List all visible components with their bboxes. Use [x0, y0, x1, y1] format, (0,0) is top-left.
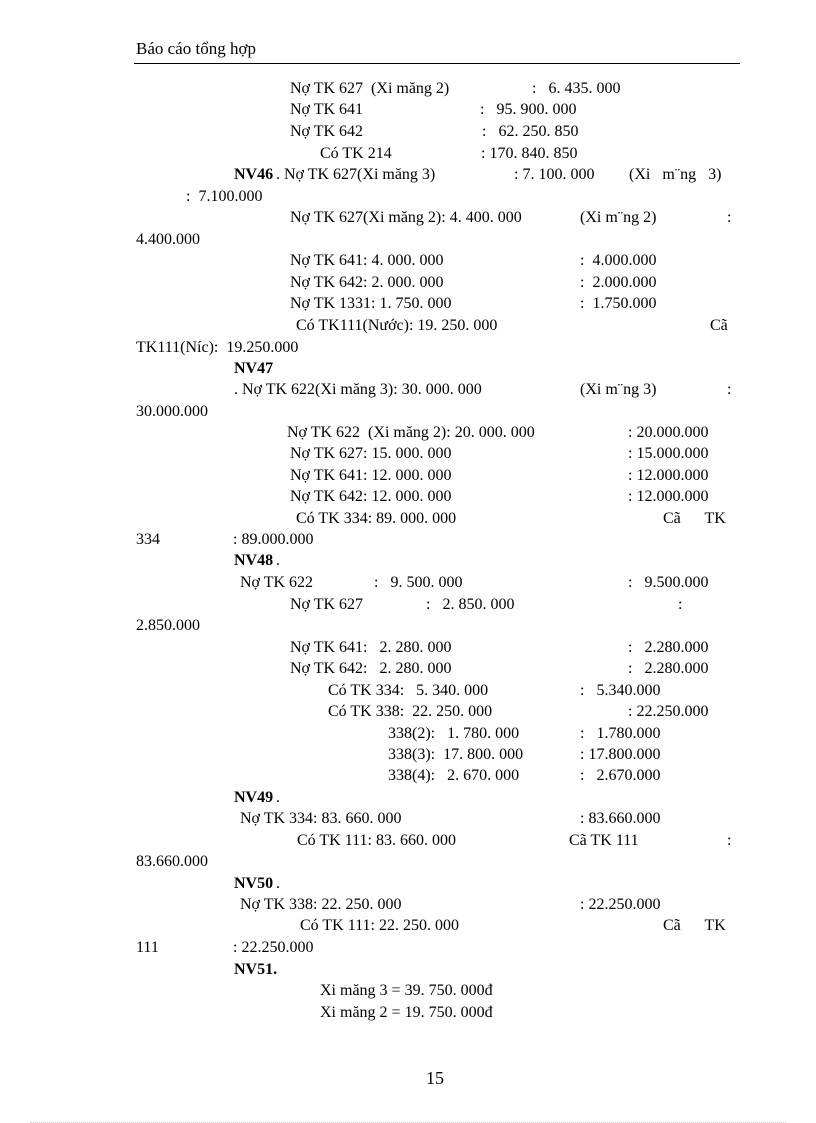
text-line: : 89.000.000 — [233, 531, 314, 548]
text-line: Nợ TK 641: 4. 000. 000 — [290, 252, 444, 269]
text-line: : — [678, 596, 683, 613]
text-line: Xi măng 3 = 39. 750. 000đ — [320, 982, 493, 999]
text-line: Nợ TK 642: 2. 000. 000 — [290, 274, 444, 291]
text-line: . Nợ TK 622(Xi măng 3): 30. 000. 000 — [234, 381, 482, 398]
page-header-title: Báo cáo tổng hợp — [136, 39, 256, 58]
text-line: : 1.780.000 — [580, 725, 661, 742]
text-line: Nợ TK 641: 2. 280. 000 — [290, 639, 452, 656]
text-line: : 2.280.000 — [628, 660, 709, 677]
text-line: Nợ TK 642 — [290, 123, 364, 140]
text-line: 30.000.000 — [136, 403, 208, 420]
text-line: Nợ TK 1331: 1. 750. 000 — [290, 295, 452, 312]
section-heading: NV51. — [234, 961, 278, 978]
text-line: Cã — [710, 317, 728, 334]
text-line: Có TK 111: 22. 250. 000 — [300, 917, 459, 934]
text-line: Nợ TK 338: 22. 250. 000 — [240, 896, 402, 913]
text-line: : 22.250.000 — [628, 703, 709, 720]
text-line: : 7. 100. 000 — [514, 166, 595, 183]
text-line: : 83.660.000 — [580, 810, 661, 827]
text-line: : 2.670.000 — [580, 767, 661, 784]
text-line: 338(2): 1. 780. 000 — [388, 725, 520, 742]
text-line: 338(3): 17. 800. 000 — [388, 746, 524, 763]
text-line: Nợ TK 622 — [240, 574, 314, 591]
text-line: Nợ TK 622 (Xi măng 2): 20. 000. 000 — [287, 424, 535, 441]
text-line: (Xi m¨ng 3) — [629, 166, 722, 183]
text-line: 4.400.000 — [136, 231, 200, 248]
text-line: Cã TK — [663, 510, 726, 527]
text-line: Có TK 111: 83. 660. 000 — [297, 832, 456, 849]
text-line: : 62. 250. 850 — [482, 123, 579, 140]
text-line: Nợ TK 641: 12. 000. 000 — [290, 467, 452, 484]
page-number: 15 — [426, 1068, 444, 1088]
text-line: Nợ TK 642: 12. 000. 000 — [290, 488, 452, 505]
section-heading: NV47 — [234, 360, 274, 377]
text-line: : 15.000.000 — [628, 445, 709, 462]
header-divider — [134, 63, 740, 64]
text-line: Nợ TK 334: 83. 660. 000 — [240, 810, 402, 827]
text-line: . — [276, 789, 280, 806]
text-line: (Xi m¨ng 2) — [580, 209, 657, 226]
text-line: Nợ TK 642: 2. 280. 000 — [290, 660, 452, 677]
text-line: : 9. 500. 000 — [374, 574, 463, 591]
text-line: : 2.280.000 — [628, 639, 709, 656]
text-line: 334 — [136, 531, 160, 548]
text-line: : 12.000.000 — [628, 488, 709, 505]
text-line: : — [727, 209, 732, 226]
text-line: Nợ TK 627: 15. 000. 000 — [290, 445, 452, 462]
text-line: 111 — [136, 939, 159, 956]
text-line: : 1.750.000 — [580, 295, 657, 312]
text-line: : 12.000.000 — [628, 467, 709, 484]
text-line: Có TK111(Nước): 19. 250. 000 — [296, 317, 498, 334]
text-line: Nợ TK 627 — [290, 596, 364, 613]
text-line: TK111(Níc): 19.250.000 — [136, 339, 299, 356]
text-line: Cã TK 111 — [569, 832, 639, 849]
text-line: . — [276, 552, 280, 569]
section-heading: NV49 — [234, 789, 274, 806]
text-line: : 17.800.000 — [580, 746, 661, 763]
text-line: : 9.500.000 — [628, 574, 709, 591]
text-line: Nợ TK 641 — [290, 101, 364, 118]
text-line: : 22.250.000 — [233, 939, 314, 956]
text-line: Có TK 334: 89. 000. 000 — [296, 510, 457, 527]
text-line: Xi măng 2 = 19. 750. 000đ — [320, 1004, 493, 1021]
text-line: : 2. 850. 000 — [426, 596, 515, 613]
text-line: : 22.250.000 — [580, 896, 661, 913]
text-line: (Xi m¨ng 3) — [580, 381, 657, 398]
text-line: 83.660.000 — [136, 853, 208, 870]
text-line: Có TK 338: 22. 250. 000 — [328, 703, 493, 720]
text-line: Nợ TK 627(Xi măng 2): 4. 400. 000 — [290, 209, 522, 226]
text-line: Có TK 334: 5. 340. 000 — [328, 682, 489, 699]
text-line: : 20.000.000 — [628, 424, 709, 441]
section-heading: NV48 — [234, 552, 274, 569]
text-line: : 4.000.000 — [580, 252, 657, 269]
text-line: : — [727, 381, 732, 398]
section-heading: NV46 — [234, 166, 274, 183]
text-line: : 7.100.000 — [186, 188, 263, 205]
text-line: : 6. 435. 000 — [532, 80, 621, 97]
text-line: Có TK 214 — [320, 145, 392, 162]
text-line: . Nợ TK 627(Xi măng 3) — [276, 166, 436, 183]
text-line: Cã TK — [663, 917, 726, 934]
text-line: 338(4): 2. 670. 000 — [388, 767, 520, 784]
section-heading: NV50 — [234, 875, 274, 892]
text-line: : 95. 900. 000 — [480, 101, 577, 118]
text-line: Nợ TK 627 (Xi măng 2) — [290, 80, 450, 97]
text-line: : — [727, 832, 732, 849]
text-line: . — [276, 875, 280, 892]
text-line: : 170. 840. 850 — [481, 145, 578, 162]
text-line: : 5.340.000 — [580, 682, 661, 699]
text-line: 2.850.000 — [136, 617, 200, 634]
text-line: : 2.000.000 — [580, 274, 657, 291]
